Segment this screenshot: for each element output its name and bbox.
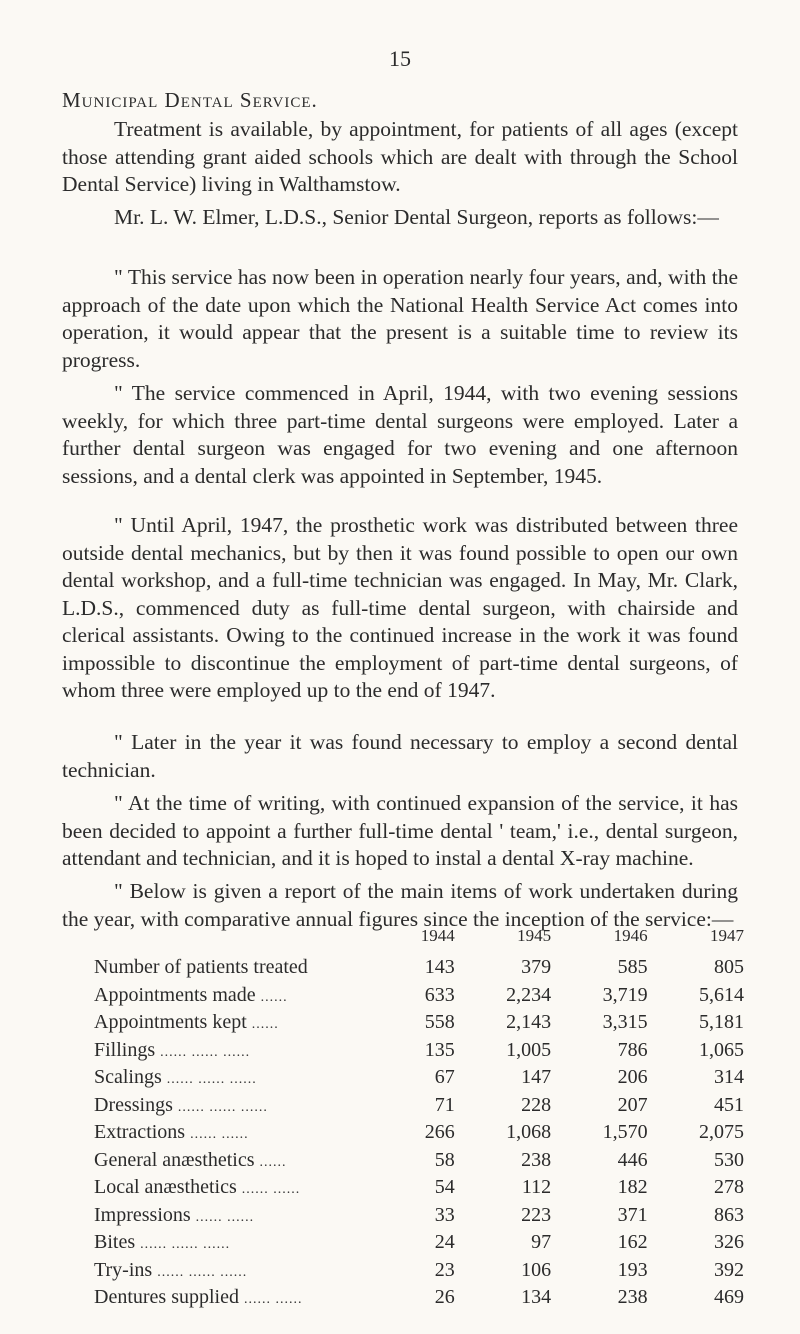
value-cell: 585 [617,956,648,979]
paragraph-prosthetic: " Until April, 1947, the prosthetic work was distributed between three outside dental mechanics, but by then it was found possible to open our own dental workshop, and a full-time technician was engaged. In May, Mr. Clark, L.D.S., commenced duty as full-time dental surgeon, with chairside and clerical assistants. Owing to the continued increase in the work it was found impossible to discontinue the employment of part-time dental surgeons, of whom three were employed up to the end of 1947. [62,513,738,702]
value-cell: 633 [424,983,455,1006]
value-cell: 206 [617,1066,648,1089]
paragraph-commenced: " The service commenced in April, 1944, with two evening sessions weekly, for which three part-time dental surgeons were employed. Later a further dental surgeon was engaged for two evening and one afternoon sessions, and a dental clerk was appointed in September, 1945. [62,381,738,488]
header-label-cell [62,926,384,954]
value-cell: 223 [521,1203,552,1226]
value-cell: 238 [521,1148,552,1171]
value-cell: 24 [434,1231,455,1254]
value-cell: 134 [521,1286,552,1309]
row-label: Scalings ...... ...... ...... [94,1066,257,1089]
paragraph-expansion: " At the time of writing, with continued expansion of the service, it has been decided to appoint a further full-time dental ' team,' i.e., dental surgeon, attendant and technician, and it is hoped to instal a dental X-ray machine. [62,791,738,870]
value-cell: 558 [424,1011,455,1034]
row-label: Impressions ...... ...... [94,1203,255,1226]
section-heading: Municipal Dental Service. [62,88,318,112]
year-header: 1946 [613,926,648,945]
value-cell: 162 [617,1231,648,1254]
paragraph-technician: " Later in the year it was found necessary to employ a second dental technician. [62,730,738,782]
value-cell: 278 [714,1176,744,1199]
table-row [62,1229,748,1257]
row-label: Appointments kept ...... [94,1011,279,1034]
value-cell: 5,614 [699,983,744,1006]
year-header: 1945 [517,926,552,945]
value-cell: 23 [434,1258,455,1281]
year-header: 1947 [710,926,744,945]
value-cell: 266 [424,1121,455,1144]
table-row [62,1257,748,1285]
value-cell: 33 [434,1203,455,1226]
value-cell: 2,143 [506,1011,552,1034]
value-cell: 1,570 [602,1121,648,1144]
value-cell: 2,234 [506,983,552,1006]
value-cell: 71 [434,1093,455,1116]
value-cell: 147 [521,1066,552,1089]
value-cell: 106 [521,1258,552,1281]
value-cell: 786 [617,1038,648,1061]
value-cell: 58 [434,1148,455,1171]
value-cell: 469 [714,1286,744,1309]
value-cell: 863 [714,1203,744,1226]
table-row [62,1174,748,1202]
value-cell: 228 [521,1093,552,1116]
value-cell: 67 [434,1066,455,1089]
table-row [62,1092,748,1120]
table-row [62,1119,748,1147]
value-cell: 2,075 [699,1121,744,1144]
row-label: Try-ins ...... ...... ...... [94,1258,248,1281]
paragraph-operation: " This service has now been in operation nearly four years, and, with the approach of the date upon which the National Health Service Act comes into operation, it would appear that the present is a suitable time to review its progress. [62,265,738,372]
value-cell: 392 [714,1258,744,1281]
table-row [62,1009,748,1037]
row-label: Appointments made ...... [94,983,288,1006]
value-cell: 135 [424,1038,455,1061]
value-cell: 451 [714,1093,744,1116]
row-label: Dentures supplied ...... ...... [94,1286,303,1309]
table-row [62,954,748,982]
paragraph-report-intro: Mr. L. W. Elmer, L.D.S., Senior Dental Surgeon, reports as follows:— [114,205,719,229]
table-row [62,982,748,1010]
dental-statistics-table [62,926,748,1312]
value-cell: 326 [714,1231,744,1254]
value-cell: 530 [714,1148,744,1171]
table-row [62,1202,748,1230]
value-cell: 112 [521,1176,552,1199]
page-number: 15 [389,46,411,71]
value-cell: 238 [617,1286,648,1309]
value-cell: 1,005 [506,1038,552,1061]
row-label: General anæsthetics ...... [94,1148,287,1171]
value-cell: 371 [617,1203,648,1226]
value-cell: 193 [617,1258,648,1281]
row-label: Dressings ...... ...... ...... [94,1093,268,1116]
row-label: Local anæsthetics ...... ...... [94,1176,301,1199]
paragraph-treatment: Treatment is available, by appointment, for patients of all ages (except those attending grant aided schools which are dealt with through the School Dental Service) living in Walthamstow. [62,117,738,196]
value-cell: 805 [714,956,744,979]
table-row [62,1064,748,1092]
paragraph-below: " Below is given a report of the main items of work undertaken during the year, with comparative annual figures since the inception of the service:— [62,879,738,931]
value-cell: 54 [434,1176,455,1199]
row-label: Number of patients treated [94,956,308,979]
value-cell: 3,719 [602,983,648,1006]
year-header: 1944 [420,926,455,945]
value-cell: 314 [714,1066,744,1089]
value-cell: 26 [434,1286,455,1309]
value-cell: 5,181 [699,1011,744,1034]
value-cell: 143 [424,956,455,979]
value-cell: 182 [617,1176,648,1199]
row-label: Extractions ...... ...... [94,1121,249,1144]
value-cell: 1,068 [506,1121,552,1144]
value-cell: 379 [521,956,552,979]
table-row [62,1284,748,1312]
value-cell: 3,315 [602,1011,648,1034]
value-cell: 207 [617,1093,648,1116]
row-label: Fillings ...... ...... ...... [94,1038,251,1061]
row-label: Bites ...... ...... ...... [94,1231,231,1254]
table-row [62,1037,748,1065]
value-cell: 1,065 [699,1038,744,1061]
table-header-row [62,926,748,954]
value-cell: 97 [531,1231,552,1254]
value-cell: 446 [617,1148,648,1171]
table-row [62,1147,748,1175]
